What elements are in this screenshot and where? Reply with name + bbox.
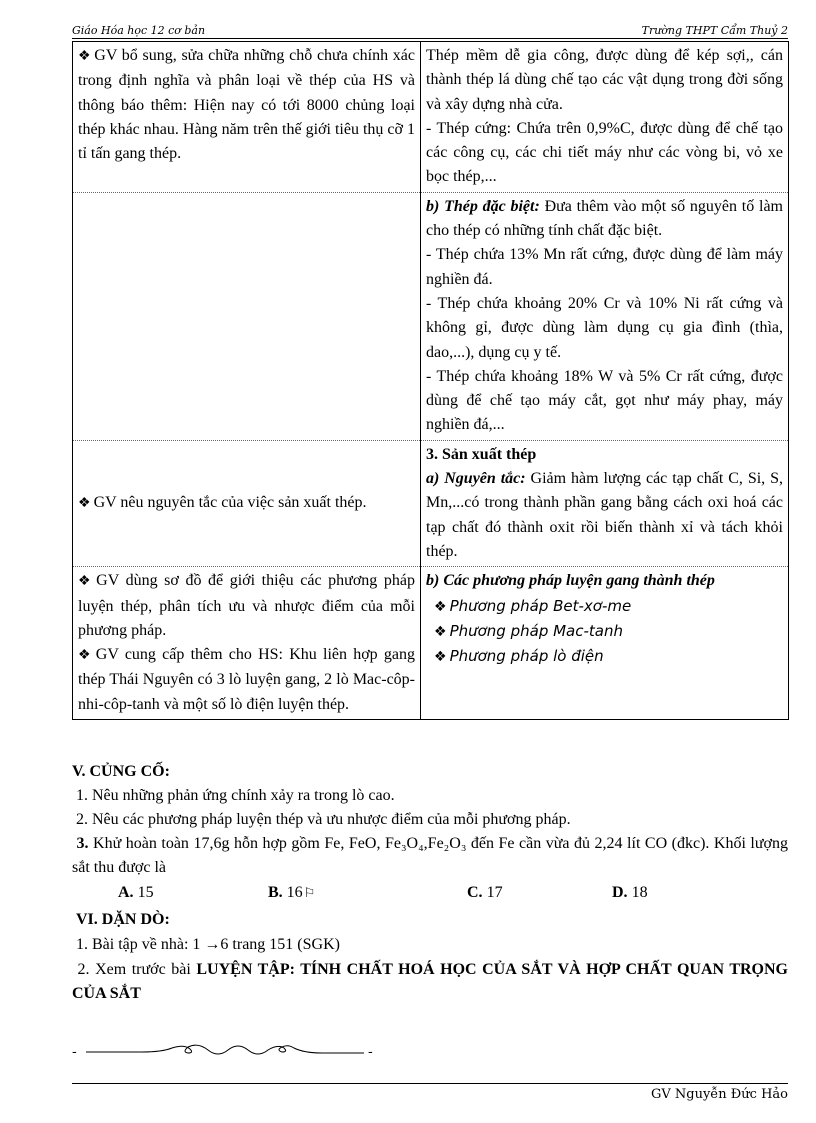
diamond-bullet-icon: ❖ bbox=[78, 574, 94, 590]
cell-text: Giảm hàm lượng các tạp chất C, Si, S, Mn,...có trong thành phần gang bằng cách oxi hoá các tạp chất đó thành oxit rồi biến thành xỉ và tách khỏi thép. bbox=[426, 470, 783, 560]
method-item bbox=[426, 644, 783, 669]
cell-text: GV dùng sơ đồ để giới thiệu các phương pháp luyện thép, phân tích ưu và nhược điểm của mỗi phương pháp. bbox=[78, 572, 415, 639]
option-b bbox=[268, 884, 315, 902]
option-value: 16 bbox=[282, 884, 303, 901]
diamond-bullet-icon: ❖ bbox=[434, 623, 447, 640]
flag-icon: ⚐ bbox=[303, 885, 316, 900]
footer-rule bbox=[72, 1083, 788, 1084]
option-value: 18 bbox=[627, 884, 648, 901]
table-row bbox=[73, 192, 789, 440]
table-row bbox=[73, 567, 789, 720]
question-text: Khử hoàn toàn 17,6g hỗn hợp gồm Fe, FeO, Fe₃O₄,Fe₂O₃ đến Fe cần vừa đủ 2,24 lít CO (đkc). Khối lượng sắt thu được là bbox=[72, 835, 789, 876]
cell-text: - Thép chứa 13% Mn rất cứng, được dùng để làm máy nghiền đá. bbox=[426, 246, 783, 288]
method-item bbox=[426, 594, 783, 619]
option-label: B. bbox=[268, 884, 283, 901]
diamond-bullet-icon: ❖ bbox=[78, 495, 91, 511]
diamond-bullet-icon: ❖ bbox=[434, 598, 447, 615]
header-right: Trường THPT Cẩm Thuỷ 2 bbox=[641, 24, 788, 37]
option-a bbox=[118, 884, 154, 902]
method-label: Phương pháp lò điện bbox=[449, 646, 604, 665]
task-title: LUYỆN TẬP: TÍNH CHẤT HOÁ HỌC CỦA SẮT VÀ HỢP CHẤT QUAN TRỌNG CỦA SẮT bbox=[72, 961, 789, 1002]
diamond-bullet-icon: ❖ bbox=[78, 49, 92, 64]
svg-text:-: - bbox=[72, 1044, 77, 1060]
teacher-cell bbox=[73, 192, 421, 440]
ornament-divider-icon bbox=[72, 1038, 382, 1062]
task-prefix: 2. Xem trước bài bbox=[77, 961, 197, 978]
cell-text: - Thép chứa khoảng 20% Cr và 10% Ni rất cứng và không gỉ, được dùng làm dụng cụ gia đình (thìa, dao,...), dụng cụ y tế. bbox=[426, 294, 783, 361]
option-value: 15 bbox=[133, 884, 154, 901]
diamond-bullet-icon: ❖ bbox=[434, 648, 447, 665]
footer-author: GV Nguyễn Đức Hảo bbox=[650, 1087, 788, 1102]
header-left: Giáo Hóa học 12 cơ bản bbox=[72, 24, 206, 37]
question-1: 1. Nêu những phản ứng chính xảy ra trong lò cao. bbox=[76, 787, 395, 804]
section-title-5: V. CỦNG CỐ: bbox=[72, 763, 170, 780]
cell-text: GV nêu nguyên tắc của việc sản xuất thép. bbox=[93, 493, 367, 511]
cell-text: GV cung cấp thêm cho HS: Khu liên hợp gang thép Thái Nguyên có 3 lò luyện gang, 2 lò Mac-côp-nhi-côp-tanh và một số lò điện luyện thép. bbox=[78, 646, 415, 713]
question-number: 3. bbox=[76, 835, 89, 852]
subheading: b) Các phương pháp luyện gang thành thép bbox=[426, 572, 715, 590]
cell-text: Đưa thêm vào một số nguyên tố làm cho thép có những tính chất đặc biệt. bbox=[426, 197, 783, 240]
cell-text: - Thép chứa khoảng 18% W và 5% Cr rất cứng, được dùng để chế tạo máy cắt, gọt như máy phay, máy nghiền đá,... bbox=[426, 367, 783, 434]
method-label: Phương pháp Mac-tanh bbox=[449, 621, 623, 640]
lesson-table bbox=[72, 41, 789, 720]
task-1: 1. Bài tập về nhà: 1 →6 trang 151 (SGK) bbox=[76, 936, 340, 953]
cell-text: GV bổ sung, sửa chữa những chỗ chưa chính xác trong định nghĩa và phân loại về thép của HS và thông báo thêm: Hiện nay có tới 8000 chủng loại thép khác nhau. Hàng năm trên thế giới tiêu thụ cỡ 1 tỉ tấn gang thép. bbox=[78, 47, 415, 163]
content-cell bbox=[421, 440, 789, 566]
option-label: D. bbox=[612, 884, 628, 901]
teacher-cell bbox=[73, 440, 421, 566]
page-header bbox=[72, 22, 788, 39]
option-d bbox=[612, 884, 648, 902]
option-label: C. bbox=[467, 884, 483, 901]
method-item bbox=[426, 619, 783, 644]
teacher-cell bbox=[73, 567, 421, 720]
subheading: b) Thép đặc biệt: bbox=[426, 197, 540, 215]
content-cell bbox=[421, 192, 789, 440]
table-row bbox=[73, 440, 789, 566]
option-value: 17 bbox=[482, 884, 503, 901]
diamond-bullet-icon: ❖ bbox=[78, 648, 93, 664]
content-cell bbox=[421, 567, 789, 720]
content-cell bbox=[421, 42, 789, 193]
option-label: A. bbox=[118, 884, 134, 901]
method-label: Phương pháp Bet-xơ-me bbox=[449, 596, 632, 615]
task-2 bbox=[72, 958, 788, 1006]
cell-text: Thép mềm dễ gia công, được dùng để kép sợi,, cán thành thép lá dùng chế tạo các vật dụng trong đời sống và xây dựng nhà cửa. bbox=[426, 47, 783, 113]
section-heading: 3. Sản xuất thép bbox=[426, 445, 537, 463]
svg-text:-: - bbox=[368, 1044, 373, 1060]
cell-text: - Thép cứng: Chứa trên 0,9%C, được dùng để chế tạo các công cụ, các chi tiết máy như các vòng bi, vỏ xe bọc thép,... bbox=[426, 119, 783, 186]
table-row bbox=[73, 42, 789, 193]
teacher-cell bbox=[73, 42, 421, 193]
question-2: 2. Nêu các phương pháp luyện thép và ưu nhược điểm của mỗi phương pháp. bbox=[76, 811, 571, 828]
question-3 bbox=[72, 832, 788, 880]
subheading: a) Nguyên tắc: bbox=[426, 470, 526, 488]
section-title-6: VI. DẶN DÒ: bbox=[76, 911, 170, 928]
option-c bbox=[467, 884, 503, 902]
